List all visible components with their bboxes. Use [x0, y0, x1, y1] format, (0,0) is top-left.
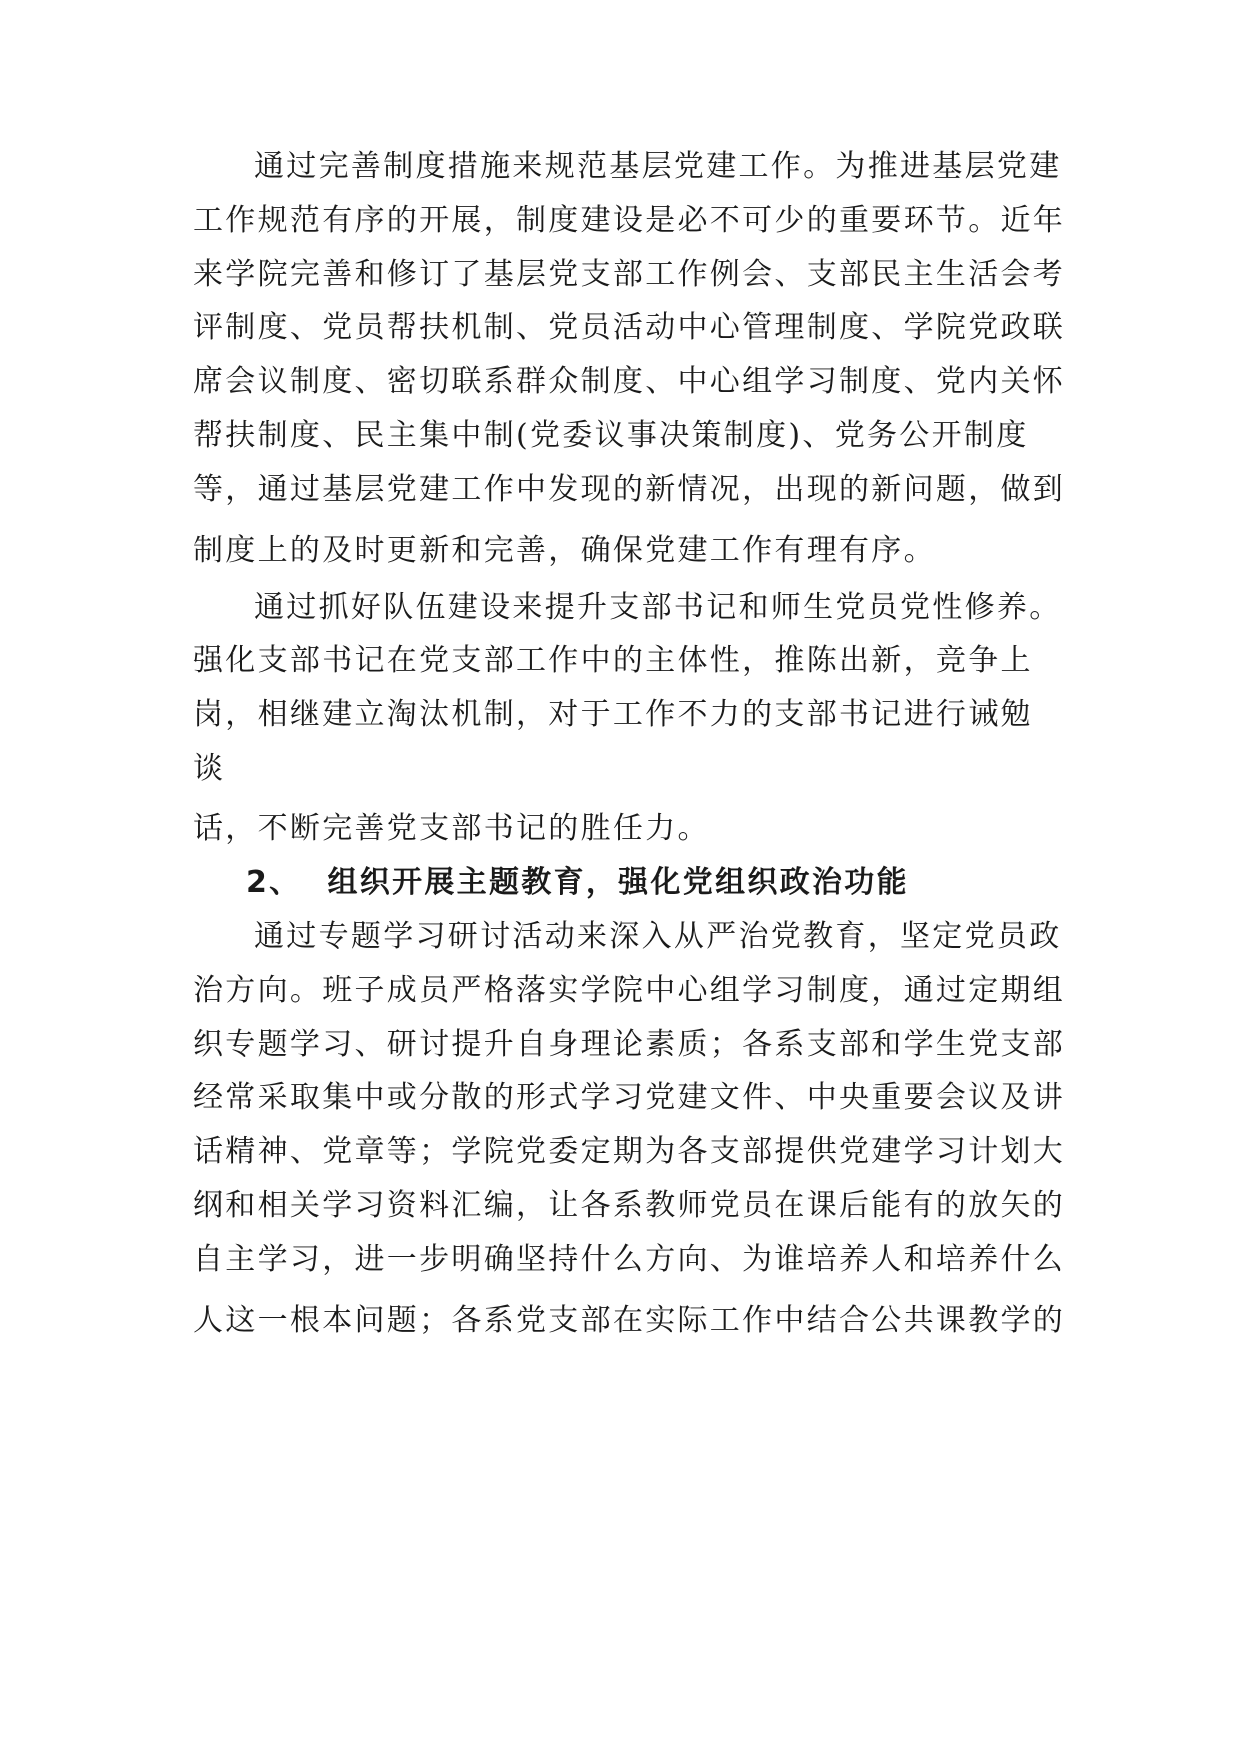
paragraph-line: 通过完善制度措施来规范基层党建工作。为推进基层党建 — [254, 149, 1062, 184]
paragraph-line: 纲和相关学习资料汇编，让各系教师党员在课后能有的放矢的 — [193, 1188, 1066, 1223]
section-heading — [246, 864, 909, 902]
paragraph-line: 帮扶制度、民主集中制(党委议事决策制度)、党务公开制度 — [193, 418, 1029, 453]
section-title: 组织开展主题教育，强化党组织政治功能 — [327, 865, 909, 900]
paragraph-line: 席会议制度、密切联系群众制度、中心组学习制度、党内关怀 — [193, 364, 1066, 399]
paragraph-line: 工作规范有序的开展，制度建设是必不可少的重要环节。近年 — [193, 203, 1066, 238]
paragraph-line: 来学院完善和修订了基层党支部工作例会、支部民主生活会考 — [193, 257, 1066, 292]
paragraph-line: 通过专题学习研讨活动来深入从严治党教育，坚定党员政 — [254, 919, 1062, 954]
paragraph-line: 经常采取集中或分散的形式学习党建文件、中央重要会议及讲 — [193, 1080, 1066, 1115]
paragraph-line: 治方向。班子成员严格落实学院中心组学习制度，通过定期组 — [193, 973, 1066, 1008]
section-number: 2、 — [246, 865, 302, 900]
paragraph-line: 强化支部书记在党支部工作中的主体性，推陈出新，竞争上 — [193, 643, 1033, 678]
paragraph-line: 等，通过基层党建工作中发现的新情况，出现的新问题，做到 — [193, 472, 1066, 507]
paragraph-line: 通过抓好队伍建设来提升支部书记和师生党员党性修养。 — [254, 590, 1062, 625]
paragraph-line: 人这一根本问题；各系党支部在实际工作中结合公共课教学的 — [193, 1303, 1066, 1338]
paragraph-line: 制度上的及时更新和完善，确保党建工作有理有序。 — [193, 533, 936, 568]
paragraph-line: 谈 — [193, 751, 226, 786]
paragraph-line: 岗，相继建立淘汰机制，对于工作不力的支部书记进行诫勉 — [193, 697, 1033, 732]
paragraph-line: 评制度、党员帮扶机制、党员活动中心管理制度、学院党政联 — [193, 310, 1066, 345]
paragraph-line: 自主学习，进一步明确坚持什么方向、为谁培养人和培养什么 — [193, 1242, 1066, 1277]
paragraph-line: 织专题学习、研讨提升自身理论素质；各系支部和学生党支部 — [193, 1027, 1066, 1062]
paragraph-line: 话，不断完善党支部书记的胜任力。 — [193, 811, 710, 846]
paragraph-line: 话精神、党章等；学院党委定期为各支部提供党建学习计划大 — [193, 1134, 1066, 1169]
